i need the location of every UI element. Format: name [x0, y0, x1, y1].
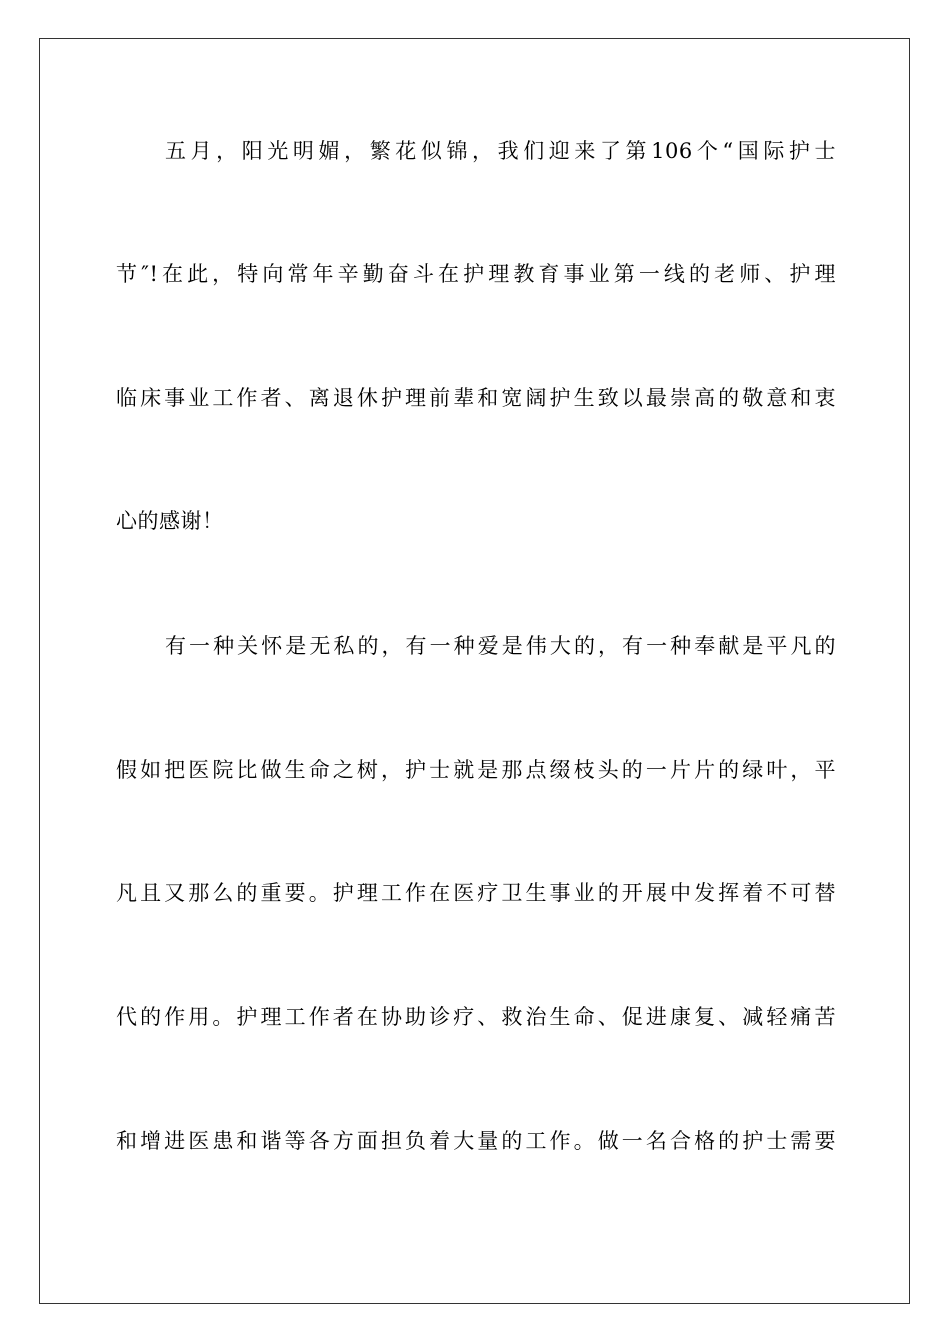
- paragraph-2-line-4: 代的作用。护理工作者在协助诊疗、救治生命、促进康复、减轻痛苦: [116, 1005, 836, 1029]
- paragraph-1-line-4: 心的感谢！: [116, 509, 224, 533]
- paragraph-1-line-1: 五月，阳光明媚，繁花似锦，我们迎来了第106个“国际护士: [165, 139, 836, 163]
- paragraph-2-line-5: 和增进医患和谐等各方面担负着大量的工作。做一名合格的护士需要: [116, 1129, 836, 1153]
- paragraph-1-line-3: 临床事业工作者、离退休护理前辈和宽阔护生致以最崇高的敬意和衷: [116, 386, 836, 410]
- paragraph-1-line-2: 节″!在此，特向常年辛勤奋斗在护理教育事业第一线的老师、护理: [116, 262, 836, 286]
- paragraph-2-line-2: 假如把医院比做生命之树，护士就是那点缀枝头的一片片的绿叶，平: [116, 758, 836, 782]
- page-border: [39, 38, 910, 1304]
- paragraph-2-line-3: 凡且又那么的重要。护理工作在医疗卫生事业的开展中发挥着不可替: [116, 881, 836, 905]
- paragraph-2-line-1: 有一种关怀是无私的，有一种爱是伟大的，有一种奉献是平凡的: [165, 634, 836, 658]
